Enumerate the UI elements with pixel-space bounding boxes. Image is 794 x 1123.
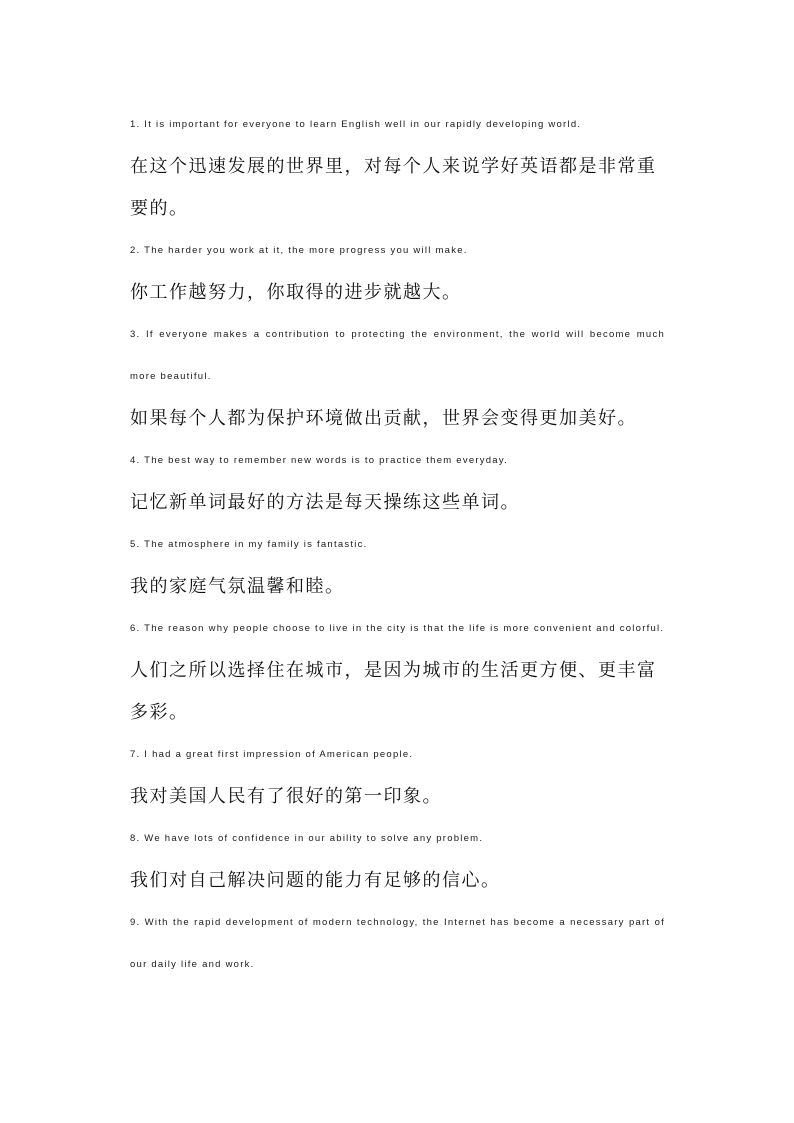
chinese-translation-5: 我的家庭气氛温馨和睦。 [130, 576, 345, 597]
english-sentence-9: 9. With the rapid development of modern technology, the Internet has become a necessary part of our daily life and work. [130, 917, 665, 970]
chinese-translation-7: 我对美国人民有了很好的第一印象。 [130, 786, 442, 807]
sentence-list [130, 104, 665, 986]
english-sentence-8: 8. We have lots of confidence in our ability to solve any problem. [130, 833, 484, 844]
chinese-translation-8: 我们对自己解决问题的能力有足够的信心。 [130, 870, 501, 891]
chinese-translation-2: 你工作越努力，你取得的进步就越大。 [130, 282, 462, 303]
chinese-translation-6: 人们之所以选择住在城市，是因为城市的生活更方便、更丰富多彩。 [130, 660, 657, 723]
english-sentence-3: 3. If everyone makes a contribution to protecting the environment, the world will become much more beautiful. [130, 329, 665, 382]
english-sentence-4: 4. The best way to remember new words is to practice them everyday. [130, 455, 509, 466]
chinese-translation-3: 如果每个人都为保护环境做出贡献，世界会变得更加美好。 [130, 408, 637, 429]
english-sentence-2: 2. The harder you work at it, the more progress you will make. [130, 245, 468, 256]
english-sentence-1: 1. It is important for everyone to learn English well in our rapidly developing world. [130, 119, 582, 130]
english-sentence-5: 5. The atmosphere in my family is fantastic. [130, 539, 368, 550]
chinese-translation-1: 在这个迅速发展的世界里，对每个人来说学好英语都是非常重要的。 [130, 156, 657, 219]
english-sentence-7: 7. I had a great first impression of American people. [130, 749, 414, 760]
english-sentence-6: 6. The reason why people choose to live in the city is that the life is more convenient and colorful. [130, 623, 665, 634]
chinese-translation-4: 记忆新单词最好的方法是每天操练这些单词。 [130, 492, 520, 513]
